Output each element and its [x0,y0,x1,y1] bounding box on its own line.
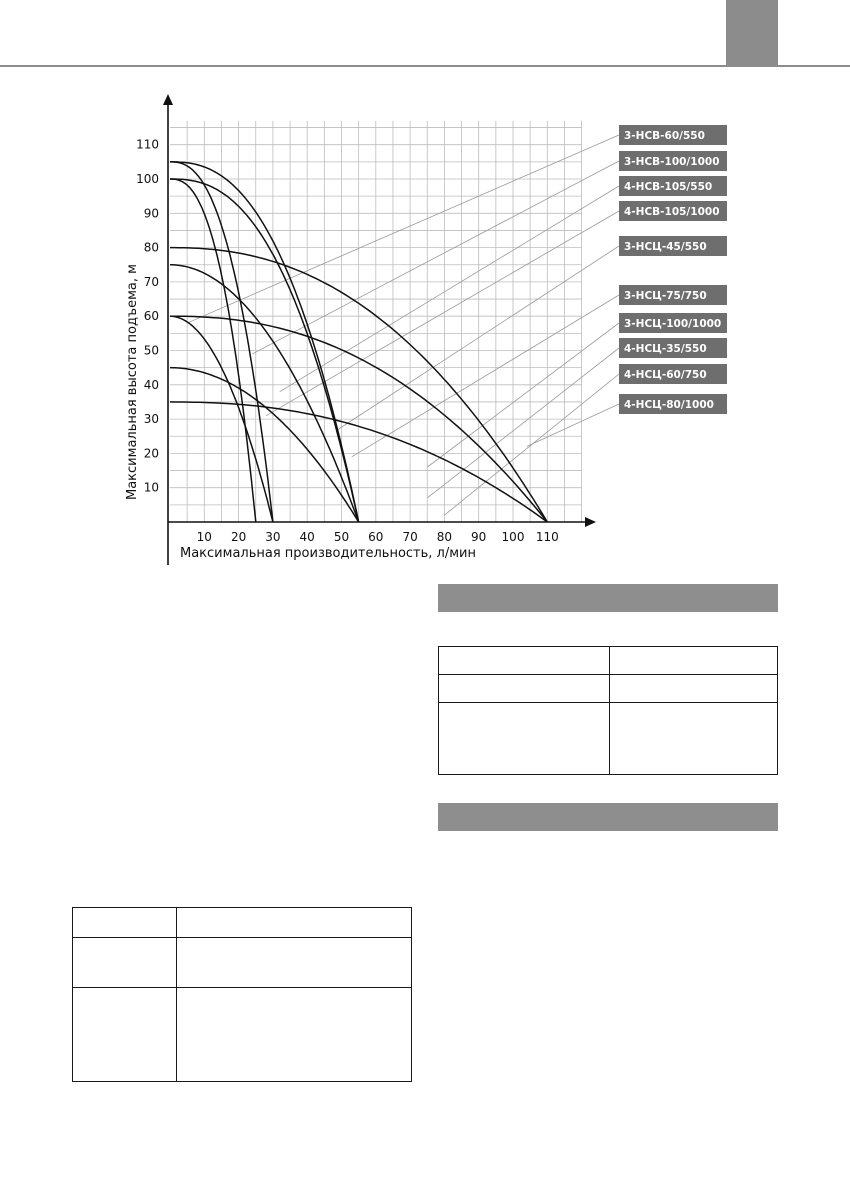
y-axis-arrow [163,94,173,105]
x-tick-label: 80 [436,530,453,544]
table-cell [610,703,778,775]
table-cell [610,675,778,703]
legend-label: 4-НСЦ-35/550 [624,343,707,355]
x-axis-label: Максимальная производительность, л/мин [180,546,476,561]
y-axis-label: Максимальная высота подъема, м [125,264,140,500]
legend-label: 3-НСЦ-45/550 [624,241,707,253]
x-axis-arrow [585,517,596,527]
x-tick-label: 10 [196,530,212,544]
table-cell [73,908,177,938]
section-bar-top [438,584,778,612]
legend-leader-line [427,323,619,467]
legend-label: 4-НСЦ-80/1000 [624,399,714,411]
x-tick-label: 70 [402,530,418,544]
legend-label: 3-НСЦ-100/1000 [624,318,722,330]
table-cell [610,647,778,675]
x-tick-label: 50 [333,530,350,544]
y-tick-label: 90 [143,206,159,221]
performance-curve [170,368,359,522]
x-tick-label: 40 [299,530,315,544]
performance-curve [170,162,359,522]
x-tick-label: 20 [230,530,247,544]
chart-grid [170,121,582,522]
legend-leader-line [187,135,619,323]
table-cell [177,938,412,988]
y-tick-label: 40 [143,377,159,392]
table-cell [177,988,412,1082]
y-tick-label: 70 [143,274,159,289]
x-tick-label: 100 [501,530,525,544]
table-cell [177,908,412,938]
x-tick-label: 30 [265,530,281,544]
table-cell [439,647,610,675]
y-tick-label: 20 [143,446,159,461]
legend-label: 4-НСВ-105/550 [624,181,713,193]
table-cell [73,938,177,988]
legend-label: 3-НСЦ-75/750 [624,290,707,302]
y-tick-label: 80 [143,240,159,255]
y-tick-label: 100 [136,172,159,186]
chart-leader-lines [187,135,619,515]
x-tick-label: 90 [471,530,487,544]
spec-table-top [438,646,778,775]
section-bar-bottom [438,803,778,831]
legend-leader-line [427,348,619,498]
y-tick-label: 30 [143,412,159,427]
legend-leader-line [527,404,619,447]
chart-ticks [136,138,559,544]
x-tick-label: 60 [368,530,384,544]
y-tick-label: 50 [143,343,159,358]
legend-leader-line [352,295,619,457]
legend-label: 3-НСВ-60/550 [624,130,705,142]
legend-label: 3-НСВ-100/1000 [624,156,720,168]
table-cell [439,675,610,703]
table-cell [73,988,177,1082]
performance-curve [170,265,359,522]
table-cell [439,703,610,775]
legend-label: 4-НСВ-105/1000 [624,206,720,218]
y-tick-label: 110 [136,137,159,152]
x-tick-label: 110 [535,530,559,544]
y-tick-label: 60 [143,309,159,324]
y-tick-label: 10 [143,480,159,495]
chart-legend [619,125,727,414]
legend-label: 4-НСЦ-60/750 [624,369,707,381]
spec-table-bottom [72,907,412,1082]
